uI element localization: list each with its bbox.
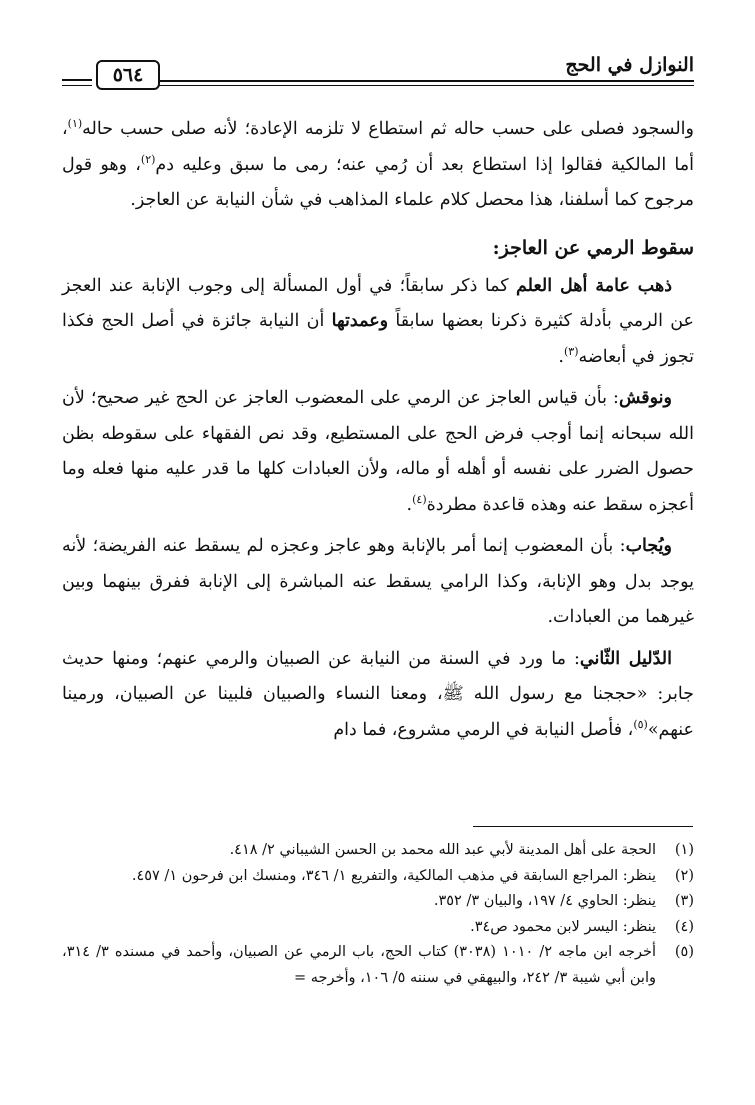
paragraph-5: الدّليل الثّاني: ما ورد في السنة من النيابة عن الصبيان والرمي عنهم؛ ومنها حديث جابر: «حججنا مع رسول الله ﷺ، ومعنا النساء والصبيان فلبينا عن الصبيان، ورمينا عنهم»$^{(٥)}$، فأصل النيابة في الرمي مشروع، فما دام [62, 648, 694, 740]
running-title: النوازل في الحج [565, 54, 694, 76]
footnote-separator [473, 826, 693, 827]
header-rule-left [62, 79, 92, 81]
footnote-item [62, 838, 694, 864]
paragraph-2: ذهب عامة أهل العلم كما ذكر سابقاً؛ في أول المسألة إلى وجوب الإنابة عند العجز عن الرمي بأدلة كثيرة ذكرنا بعضها سابقاً وعمدتها أن النيابة جائزة في أصل الحج فكذا تجوز في أبعاضه$^{(٣)}$. [62, 275, 694, 367]
running-header [62, 52, 694, 92]
header-rule-thin [158, 85, 694, 86]
header-rule-left-thin [62, 85, 92, 86]
footnote-text: الحجة على أهل المدينة لأبي عبد الله محمد بن الحسن الشيباني ٢/ ٤١٨. [229, 842, 656, 858]
footnote-text: أخرجه ابن ماجه ٢/ ١٠١٠ (٣٠٣٨) كتاب الحج، باب الرمي عن الصبيان، وأحمد في مسنده ٣/ ٣١٤، وابن أبي شيبة ٣/ ٢٤٢، والبيهقي في سننه ٥/ ١٠٦، وأخرجه = [62, 944, 656, 986]
paragraph-3: ونوقش: بأن قياس العاجز عن الرمي على المعضوب العاجز عن الحج غير صحيح؛ لأن الله سبحانه إنما أوجب فرض الحج على المستطيع، وقد نص الفقهاء على سقوطه بظن حصول الضرر على نفسه أو أهله أو ماله، ولأن العبادات كلها ما قدر عليه منها فعله وما أعجزه سقط عنه وهذه قاعدة مطردة$^{(٤)}$. [62, 388, 694, 515]
footnote-ref-2[interactable]: (٢) [140, 152, 156, 166]
footnote-item [62, 915, 694, 941]
footnote-text: ينظر: اليسر لابن محمود ص٣٤. [470, 918, 656, 935]
footnote-item [62, 864, 694, 890]
bold-phrase: ويُجاب [625, 536, 672, 556]
footnote-ref-5[interactable]: (٥) [633, 717, 648, 731]
bold-phrase: ذهب عامة أهل العلم [516, 275, 672, 296]
paragraph-1: والسجود فصلى على حسب حاله ثم استطاع لا تلزمه الإعادة؛ لأنه صلى حسب حاله$^{(١)}$، أما المالكية فقالوا إذا استطاع بعد أن رُمي عنه؛ رمى ما سبق وعليه دم$^{(٢)}$، وهو قول مرجوح كما أسلفنا، هذا محصل كلام علماء المذاهب في شأن النيابة عن العاجز. [62, 117, 694, 210]
footnote-number: (٥) [674, 944, 694, 960]
main-text [62, 112, 694, 748]
section-heading: سقوط الرمي عن العاجز: [492, 236, 694, 259]
footnote-number: (١) [674, 842, 694, 858]
footnote-ref-1[interactable]: (١) [67, 117, 83, 131]
footnotes [62, 838, 694, 991]
header-rule [158, 80, 694, 82]
bold-phrase: وعمدتها [331, 311, 389, 331]
footnote-item [62, 940, 694, 991]
footnote-number: (٤) [674, 918, 694, 935]
footnote-number: (٣) [674, 893, 694, 909]
footnote-ref-3[interactable]: (٣) [563, 344, 579, 358]
paragraph-4: ويُجاب: بأن المعضوب إنما أمر بالإنابة وهو عاجز وعجزه لم يسقط عنه الفريضة؛ لأنه يوجد بدل وهو الإنابة، وكذا الرامي يسقط عنه المباشرة إلى الإنابة ففرق بينهما وبين غيرهما من العبادات. [62, 536, 694, 627]
footnote-item [62, 889, 694, 915]
footnote-number: (٢) [674, 867, 694, 884]
footnote-text: ينظر: المراجع السابقة في مذهب المالكية، والتفريع ١/ ٣٤٦، ومنسك ابن فرحون ١/ ٤٥٧. [131, 867, 656, 884]
footnote-text: ينظر: الحاوي ٤/ ١٩٧، والبيان ٣/ ٣٥٢. [433, 893, 656, 909]
page-number: ٥٦٤ [96, 60, 160, 90]
bold-phrase: ونوقش [618, 388, 672, 408]
footnote-ref-4[interactable]: (٤) [412, 492, 427, 506]
bold-phrase: الدّليل الثّاني [579, 648, 672, 669]
